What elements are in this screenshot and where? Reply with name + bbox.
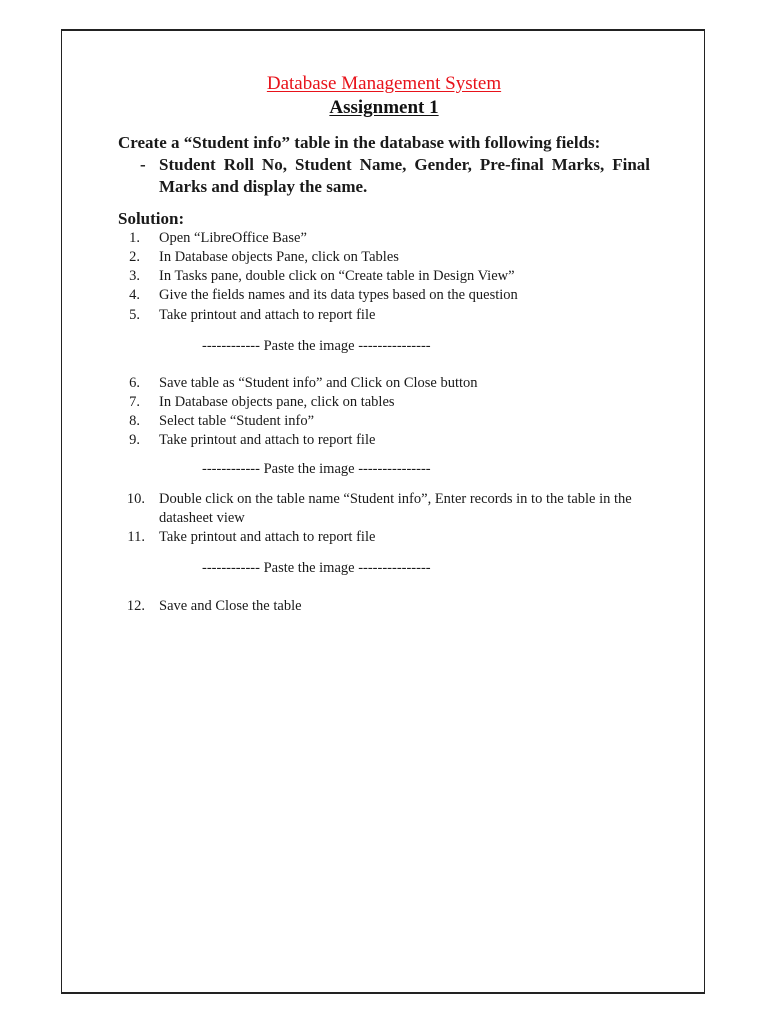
- step-text: Give the fields names and its data types based on the question: [159, 287, 518, 303]
- step-number: 12.: [126, 598, 145, 614]
- step-number: 10.: [126, 491, 145, 507]
- paste-image-placeholder: ------------ Paste the image ---------------: [202, 560, 431, 576]
- step-text: Open “LibreOffice Base”: [159, 230, 307, 246]
- step-number: 2.: [129, 249, 140, 265]
- document-title: Database Management System: [266, 73, 502, 94]
- step-text: In Database objects pane, click on tables: [159, 394, 395, 410]
- assignment-heading: Assignment 1: [329, 97, 439, 118]
- step-number: 4.: [129, 287, 140, 303]
- step-text: In Database objects Pane, click on Tables: [159, 249, 399, 265]
- step-number: 8.: [129, 413, 140, 429]
- step-text: Select table “Student info”: [159, 413, 315, 429]
- step-text: Save table as “Student info” and Click on Close button: [159, 375, 478, 391]
- solution-heading: Solution:: [118, 209, 185, 228]
- fields-text: Student Roll No, Student Name, Gender, Pre-final Marks, Final Marks and display the same.: [159, 155, 650, 196]
- bullet-dash: -: [140, 155, 146, 174]
- step-number: 1.: [129, 230, 140, 246]
- step-number: 9.: [129, 432, 140, 448]
- question-text: Create a “Student info” table in the database with following fields:: [118, 133, 601, 152]
- step-number: 11.: [127, 529, 145, 545]
- step-text: Take printout and attach to report file: [159, 432, 376, 448]
- paste-image-placeholder: ------------ Paste the image ---------------: [202, 461, 431, 477]
- step-text: Take printout and attach to report file: [159, 307, 376, 323]
- step-number: 6.: [129, 375, 140, 391]
- step-text: Take printout and attach to report file: [159, 529, 376, 545]
- step-number: 5.: [129, 307, 140, 323]
- step-text: Save and Close the table: [159, 598, 302, 614]
- step-number: 3.: [129, 268, 140, 284]
- step-text: Double click on the table name “Student info”, Enter records in to the table in the datasheet view: [159, 491, 632, 526]
- step-text: In Tasks pane, double click on “Create table in Design View”: [159, 268, 515, 284]
- paste-image-placeholder: ------------ Paste the image ---------------: [202, 338, 431, 354]
- step-number: 7.: [129, 394, 140, 410]
